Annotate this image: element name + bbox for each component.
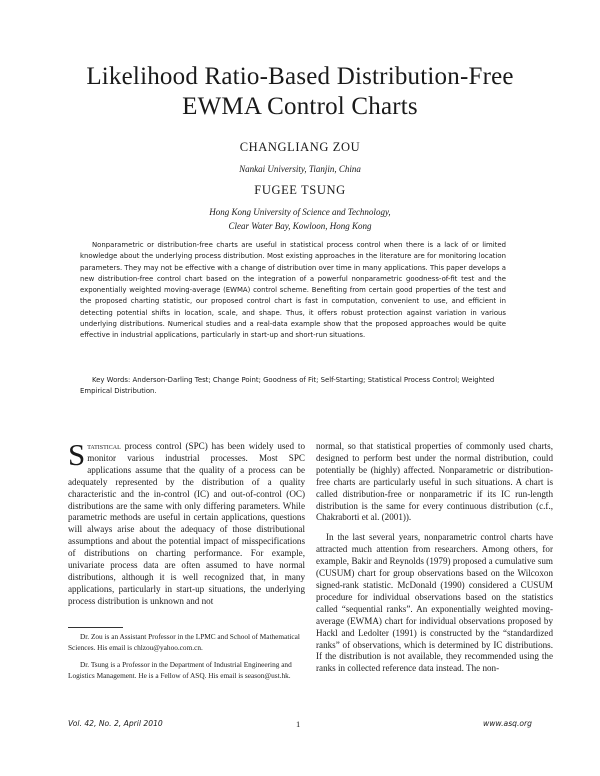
keywords: Key Words: Anderson-Darling Test; Change Point; Goodness of Fit; Self-Starting; Statistical Process Control; Weighted Empirical Distribution. [80, 376, 495, 396]
footer-volume: Vol. 42, No. 2, April 2010 [68, 719, 163, 728]
affiliation-1: Nankai University, Tianjin, China [239, 164, 361, 174]
body-column-right [316, 441, 553, 675]
page-number: 1 [296, 719, 301, 729]
body-paragraph-2: In the last several years, nonparametric control charts have attracted much attention from researchers. Among others, for example, Bakir and Reynolds (1979) proposed a cumulative sum (CUSUM) chart for group observations based on the Wilcoxon signed-rank statistic. McDonald (1990) considered a CUSUM procedure for individual observations based on the statistics called “sequential ranks”. An exponentially weighted moving-average (EWMA) chart for individual observations proposed by Hackl and Ledolter (1991) is constructed by the “standardized ranks” of observations, which is determined by IC distributions. If the distribution is not available, they recommended using the ranks in collected reference data instead. The non- [316, 532, 553, 674]
footer-website: www.asq.org [483, 719, 532, 728]
author-2: FUGEE TSUNG [254, 183, 346, 197]
intro-paragraph [68, 437, 305, 608]
affiliation-2-line-1: Hong Kong University of Science and Technology, [209, 207, 391, 217]
drop-cap: S [68, 437, 86, 472]
author-1: CHANGLIANG ZOU [239, 140, 361, 154]
footnote-1: Dr. Zou is an Assistant Professor in the LPMC and School of Mathematical Sciences. His email is chlzou@yahoo.com.cn. [68, 632, 300, 652]
title-line-1: Likelihood Ratio-Based Distribution-Free [86, 63, 514, 90]
affiliation-2-line-2: Clear Water Bay, Kowloon, Hong Kong [228, 221, 372, 231]
body-column-left [68, 437, 305, 608]
intro-text: process control (SPC) has been widely used to monitor various industrial processes. Most SPC applications assume that the quality of a process can be adequately represented by the distribution of a quality characteristic and the in-control (IC) and out-of-control (OC) distributions are the same with only differing parameters. While parametric methods are useful in certain applications, questions will always arise about the adequacy of those distributional assumptions and about the potential impact of misspecifications of distributions on charting performance. For example, univariate process data are often assumed to have normal distributions, although it is well recognized that, in many applications, particularly in start-up situations, the underlying process distribution is unknown and not [68, 441, 305, 606]
intro-smallcaps: tatistical [87, 441, 121, 451]
paper-title [0, 62, 600, 122]
title-line-2: EWMA Control Charts [182, 93, 418, 120]
footnote-2: Dr. Tsung is a Professor in the Department of Industrial Engineering and Logistics Management. He is a Fellow of ASQ. His email is season@ust.hk. [68, 660, 292, 680]
abstract: Nonparametric or distribution-free charts are useful in statistical process control when there is a lack of or limited knowledge about the underlying process distribution. Most existing approaches in the literature are for monitoring location parameters. They may not be effective with a change of distribution over time in many applications. This paper develops a new distribution-free control chart based on the integration of a powerful nonparametric goodness-of-fit test and the exponentially weighted moving-average (EWMA) control scheme. Benefiting from certain good properties of the test and the proposed charting statistic, our proposed control chart is fast in computation, convenient to use, and efficient in detecting potential shifts in location, scale, and shape. Thus, it offers robust protection against variation in various underlying distributions. Numerical studies and a real-data example show that the proposed approaches would be quite effective in industrial applications, particularly in start-up and short-run situations. [80, 241, 506, 340]
footnote-rule [68, 627, 123, 628]
body-paragraph-1: normal, so that statistical properties of commonly used charts, designed to perform best under the normal distribution, could potentially be (highly) affected. Nonparametric or distribution-free charts are particularly useful in such situations. A chart is called distribution-free or nonparametric if its IC run-length distribution is the same for every continuous distribution (c.f., Chakraborti et al. (2001)). [316, 441, 553, 523]
